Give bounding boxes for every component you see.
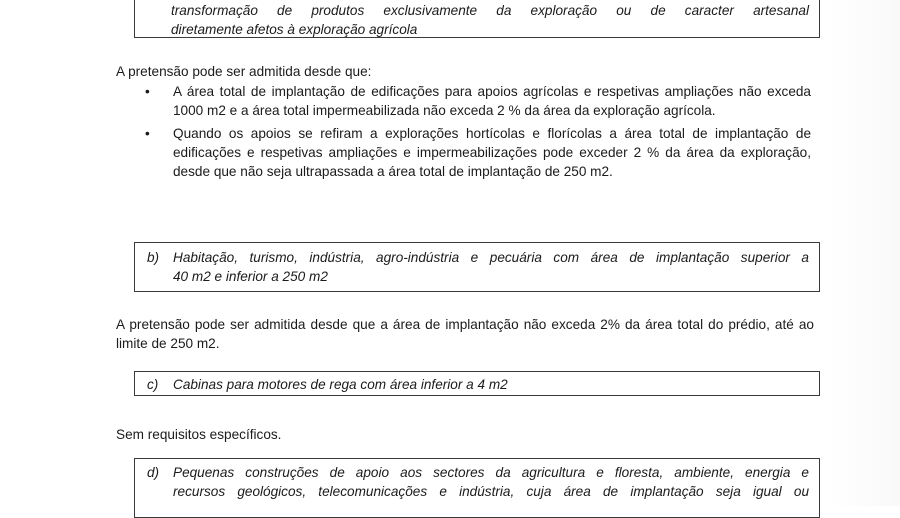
box-top-line-2: diretamente afetos à exploração agrícola bbox=[171, 22, 418, 37]
list-item-text: A área total de implantação de edificações para apoios agrícolas e respetivas ampliações não exceda 1000 m2 e a área total impermeabilizada não exceda 2 % da área da exploração agrícola. bbox=[173, 84, 811, 118]
list-item bbox=[145, 124, 811, 181]
criteria-box-c bbox=[134, 371, 820, 396]
requirements-list bbox=[145, 82, 811, 182]
intro-paragraph: A pretensão pode ser admitida desde que: bbox=[116, 64, 372, 79]
criteria-box-b bbox=[134, 242, 820, 292]
box-b-line-2: 40 m2 e inferior a 250 m2 bbox=[173, 269, 328, 284]
box-b-line-1: Habitação, turismo, indústria, agro-indústria e pecuária com área de implantação superior a bbox=[173, 250, 809, 265]
criteria-box-d bbox=[134, 458, 820, 518]
list-item bbox=[145, 82, 811, 120]
box-d-line-2: recursos geológicos, telecomunicações e indústria, cuja área de implantação seja igual ou bbox=[173, 484, 809, 499]
paragraph-b: A pretensão pode ser admitida desde que a área de implantação não exceda 2% da área total do prédio, até ao limite de 250 m2. bbox=[116, 317, 814, 351]
box-b-letter: b) bbox=[147, 250, 160, 265]
scan-edge-shadow bbox=[830, 0, 900, 506]
bullet-icon: • bbox=[145, 84, 150, 99]
box-top-line-1: transformação de produtos exclusivamente da exploração ou de caracter artesanal bbox=[171, 3, 809, 18]
bullet-icon: • bbox=[145, 126, 150, 141]
box-c-letter: c) bbox=[147, 377, 159, 392]
box-c-text: Cabinas para motores de rega com área inferior a 4 m2 bbox=[173, 377, 508, 392]
box-d-line-1: Pequenas construções de apoio aos sectores da agricultura e floresta, ambiente, energia e bbox=[173, 465, 809, 480]
list-item-text: Quando os apoios se refiram a explorações hortícolas e florícolas a área total de implantação de edificações e respetivas ampliações e impermeabilizações pode exceder 2 % da área da exploração, desde que não seja ultrapassada a área total de implantação de 250 m2. bbox=[173, 126, 811, 179]
box-d-letter: d) bbox=[147, 465, 160, 480]
paragraph-c: Sem requisitos específicos. bbox=[116, 427, 282, 442]
criteria-box-top bbox=[134, 0, 820, 38]
